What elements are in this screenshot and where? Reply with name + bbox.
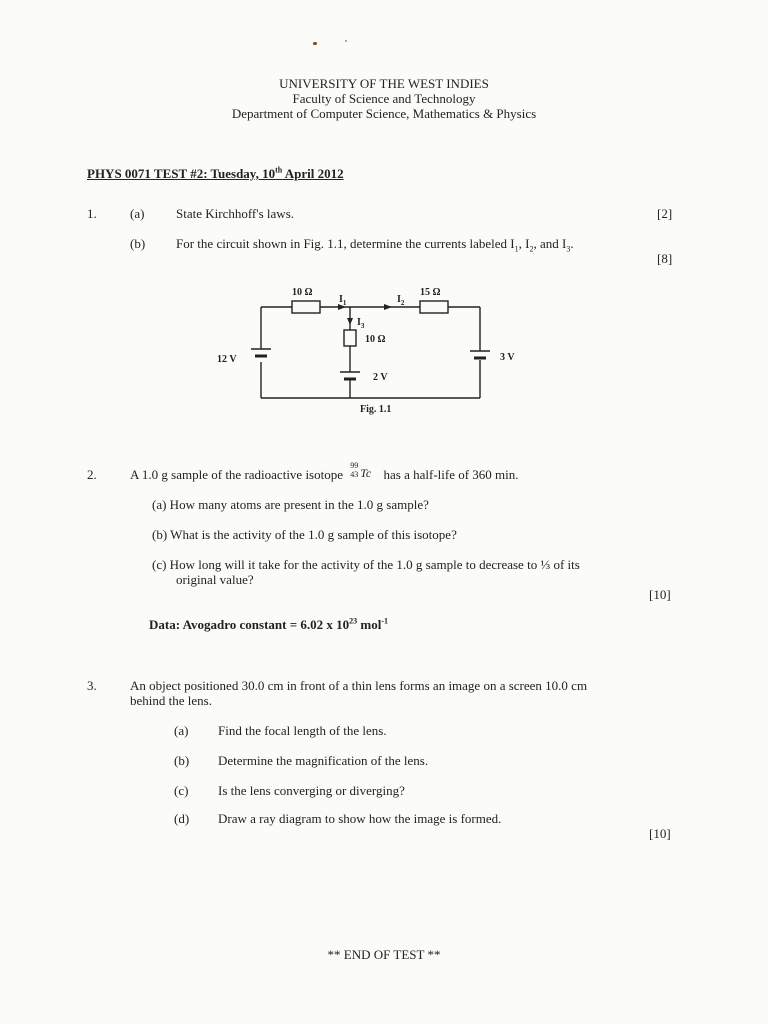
end-of-test: ** END OF TEST **: [327, 947, 441, 962]
label-r2: 15 Ω: [420, 287, 441, 298]
label-i1: $I_1$: [339, 294, 347, 307]
q1b-marks: [8]: [657, 251, 673, 266]
q3b-text: Determine the magnification of the lens.: [218, 753, 429, 768]
label-v3: 3 V: [500, 352, 515, 363]
scan-speck: [313, 42, 317, 45]
current-arrow-i2: [384, 304, 392, 310]
q2a-text: (a) How many atoms are present in the 1.0 g sample?: [152, 497, 429, 512]
figure-caption: Fig. 1.1: [360, 404, 392, 415]
isotope-notation: 99 43 Tc: [350, 461, 372, 480]
q2b-text: (b) What is the activity of the 1.0 g sample of this isotope?: [152, 527, 457, 542]
q2c-text-line2: original value?: [176, 572, 254, 587]
department-name: Department of Computer Science, Mathematics & Physics: [231, 106, 537, 121]
q3b-label: (b): [174, 753, 190, 768]
resistor-10ohm-middle: [344, 330, 356, 346]
label-i2: $I_2$: [397, 294, 405, 307]
faculty-name: Faculty of Science and Technology: [292, 91, 476, 106]
circuit-diagram: [200, 280, 520, 420]
resistor-15ohm: [420, 301, 448, 313]
q3-intro-line1: An object positioned 30.0 cm in front of a thin lens forms an image on a screen 10.0 cm: [130, 678, 588, 693]
scan-speck: [345, 40, 347, 42]
q3a-text: Find the focal length of the lens.: [218, 723, 387, 738]
university-name: UNIVERSITY OF THE WEST INDIES: [279, 76, 489, 91]
battery-12v: [251, 349, 271, 356]
battery-3v: [470, 351, 490, 358]
q2-intro: A 1.0 g sample of the radioactive isotope 99 43 Tc has a half-life of 360 min.: [130, 461, 519, 482]
q3-number: 3.: [87, 678, 97, 693]
label-i3: $I_3$: [357, 317, 365, 330]
resistor-10ohm-left: [292, 301, 320, 313]
q1a-marks: [2]: [657, 206, 673, 221]
q1b-label: (b): [130, 236, 146, 251]
q3d-text: Draw a ray diagram to show how the image is formed.: [218, 811, 502, 826]
battery-2v: [340, 372, 360, 379]
current-arrow-i3: [347, 318, 353, 325]
test-title: PHYS 0071 TEST #2: Tuesday, 10th April 2012: [87, 165, 344, 181]
q1a-label: (a): [130, 206, 145, 221]
label-v1: 12 V: [217, 354, 237, 365]
q1-number: 1.: [87, 206, 97, 221]
q3-intro-line2: behind the lens.: [130, 693, 212, 708]
q1b-text: For the circuit shown in Fig. 1.1, determine the currents labeled $I_1$, $I_2$, and $I_3$.: [176, 236, 574, 254]
q3a-label: (a): [174, 723, 189, 738]
q3d-label: (d): [174, 811, 190, 826]
q3c-text: Is the lens converging or diverging?: [218, 783, 405, 798]
q3c-label: (c): [174, 783, 189, 798]
label-v2: 2 V: [373, 372, 388, 383]
q2-marks: [10]: [649, 587, 671, 602]
label-r1: 10 Ω: [292, 287, 313, 298]
q1a-text: State Kirchhoff's laws.: [176, 206, 294, 221]
q2c-text-line1: (c) How long will it take for the activity of the 1.0 g sample to decrease to ⅓ of its: [152, 557, 580, 572]
q3-marks: [10]: [649, 826, 671, 841]
q2-data-note: Data: Avogadro constant = 6.02 x $10^{23}$ mol$^{-1}$: [149, 616, 388, 632]
q2-number: 2.: [87, 467, 97, 482]
label-r3: 10 Ω: [365, 334, 386, 345]
